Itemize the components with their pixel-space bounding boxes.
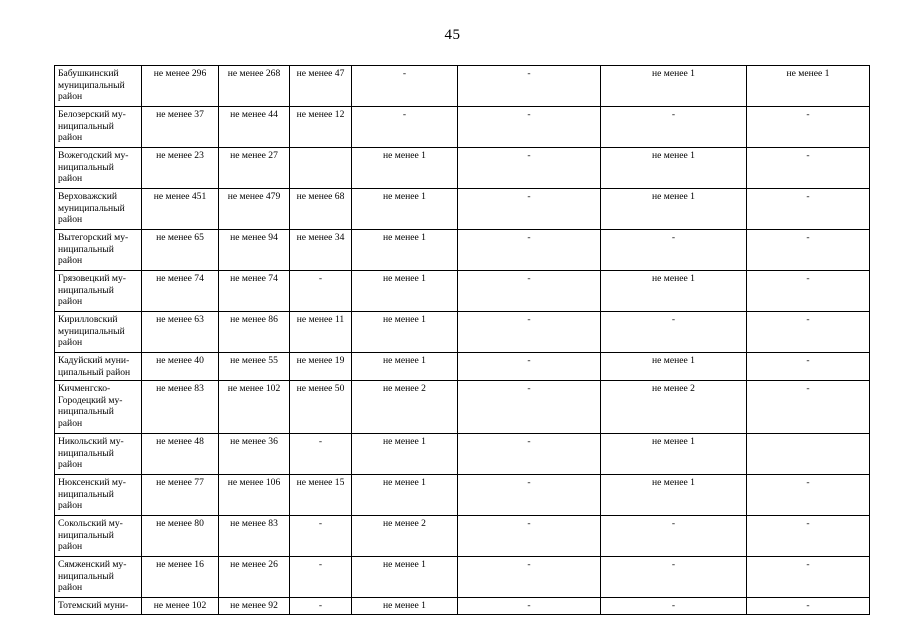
value-cell: не менее 1 [352, 434, 458, 475]
value-cell: не менее 268 [219, 66, 290, 107]
value-cell: не менее 15 [290, 475, 352, 516]
district-name-cell: Кадуйский муни-ципальный район [55, 353, 142, 381]
value-cell: не менее 16 [142, 557, 219, 598]
value-cell: - [747, 148, 870, 189]
value-cell: - [747, 381, 870, 434]
value-cell: не менее 27 [219, 148, 290, 189]
value-cell: не менее 106 [219, 475, 290, 516]
value-cell: не менее 55 [219, 353, 290, 381]
district-name-cell: Вытегорский му-ниципальный район [55, 230, 142, 271]
value-cell: не менее 47 [290, 66, 352, 107]
table-row [55, 434, 870, 475]
value-cell: - [290, 271, 352, 312]
value-cell: не менее 44 [219, 107, 290, 148]
value-cell: не менее 2 [352, 381, 458, 434]
value-cell: - [290, 598, 352, 615]
value-cell: не менее 1 [352, 353, 458, 381]
value-cell: - [458, 381, 601, 434]
table-row [55, 381, 870, 434]
district-table [54, 65, 870, 615]
value-cell: - [747, 353, 870, 381]
value-cell: - [601, 598, 747, 615]
page-number: 45 [444, 27, 461, 43]
value-cell: - [747, 230, 870, 271]
value-cell: не менее 86 [219, 312, 290, 353]
value-cell: не менее 1 [601, 189, 747, 230]
value-cell: не менее 74 [142, 271, 219, 312]
value-cell [290, 148, 352, 189]
value-cell: не менее 26 [219, 557, 290, 598]
district-name-cell: Нюксенский му-ниципальный район [55, 475, 142, 516]
value-cell: не менее 1 [601, 353, 747, 381]
table-row [55, 107, 870, 148]
value-cell: не менее 37 [142, 107, 219, 148]
value-cell: не менее 1 [601, 475, 747, 516]
value-cell: не менее 80 [142, 516, 219, 557]
value-cell: не менее 50 [290, 381, 352, 434]
value-cell: не менее 23 [142, 148, 219, 189]
value-cell: - [601, 312, 747, 353]
value-cell: не менее 1 [352, 475, 458, 516]
table-row [55, 189, 870, 230]
value-cell: - [747, 516, 870, 557]
value-cell: - [290, 516, 352, 557]
value-cell: - [747, 189, 870, 230]
table-row [55, 353, 870, 381]
value-cell: - [601, 557, 747, 598]
value-cell: - [458, 271, 601, 312]
value-cell: не менее 11 [290, 312, 352, 353]
table-row [55, 148, 870, 189]
value-cell: не менее 1 [352, 148, 458, 189]
district-name-cell: Бабушкинский муниципальный район [55, 66, 142, 107]
value-cell: не менее 74 [219, 271, 290, 312]
value-cell: - [458, 148, 601, 189]
value-cell: - [352, 66, 458, 107]
table-row [55, 230, 870, 271]
table-row [55, 271, 870, 312]
value-cell: - [458, 516, 601, 557]
value-cell: - [601, 230, 747, 271]
table-row [55, 475, 870, 516]
district-name-cell: Грязовецкий му-ниципальный район [55, 271, 142, 312]
value-cell: - [458, 598, 601, 615]
table-row [55, 66, 870, 107]
value-cell: не менее 40 [142, 353, 219, 381]
district-name-cell: Верховажский муниципальный район [55, 189, 142, 230]
value-cell [747, 434, 870, 475]
value-cell: не менее 36 [219, 434, 290, 475]
value-cell: - [458, 557, 601, 598]
value-cell: не менее 296 [142, 66, 219, 107]
value-cell: - [458, 230, 601, 271]
value-cell: не менее 77 [142, 475, 219, 516]
table-row [55, 598, 870, 615]
value-cell: не менее 1 [352, 189, 458, 230]
table-row [55, 516, 870, 557]
value-cell: - [601, 516, 747, 557]
district-name-cell: Тотемский муни- [55, 598, 142, 615]
district-name-cell: Никольский му-ниципальный район [55, 434, 142, 475]
value-cell: не менее 1 [601, 271, 747, 312]
value-cell: не менее 1 [352, 271, 458, 312]
value-cell: не менее 68 [290, 189, 352, 230]
value-cell: - [747, 557, 870, 598]
district-name-cell: Кичменгско-Городецкий му-ниципальный район [55, 381, 142, 434]
value-cell: не менее 1 [601, 66, 747, 107]
district-name-cell: Белозерский му-ниципальный район [55, 107, 142, 148]
value-cell: - [747, 598, 870, 615]
value-cell: - [458, 66, 601, 107]
value-cell: не менее 479 [219, 189, 290, 230]
value-cell: не менее 83 [219, 516, 290, 557]
value-cell: - [458, 475, 601, 516]
value-cell: - [747, 271, 870, 312]
value-cell: - [352, 107, 458, 148]
table-row [55, 312, 870, 353]
value-cell: не менее 2 [601, 381, 747, 434]
value-cell: не менее 1 [352, 598, 458, 615]
value-cell: не менее 19 [290, 353, 352, 381]
value-cell: не менее 63 [142, 312, 219, 353]
table-row [55, 557, 870, 598]
value-cell: - [458, 107, 601, 148]
value-cell: - [747, 475, 870, 516]
value-cell: не менее 34 [290, 230, 352, 271]
value-cell: не менее 94 [219, 230, 290, 271]
value-cell: не менее 1 [352, 557, 458, 598]
value-cell: не менее 48 [142, 434, 219, 475]
district-name-cell: Вожегодский му-ниципальный район [55, 148, 142, 189]
value-cell: не менее 2 [352, 516, 458, 557]
value-cell: не менее 12 [290, 107, 352, 148]
district-name-cell: Сямженский му-ниципальный район [55, 557, 142, 598]
value-cell: - [747, 107, 870, 148]
value-cell: - [458, 189, 601, 230]
value-cell: - [290, 557, 352, 598]
value-cell: - [601, 107, 747, 148]
value-cell: - [290, 434, 352, 475]
value-cell: не менее 1 [601, 434, 747, 475]
value-cell: не менее 102 [142, 598, 219, 615]
value-cell: не менее 1 [747, 66, 870, 107]
value-cell: - [458, 312, 601, 353]
district-name-cell: Кирилловский муниципальный район [55, 312, 142, 353]
value-cell: не менее 451 [142, 189, 219, 230]
value-cell: не менее 1 [601, 148, 747, 189]
value-cell: не менее 102 [219, 381, 290, 434]
value-cell: не менее 65 [142, 230, 219, 271]
value-cell: - [747, 312, 870, 353]
value-cell: - [458, 434, 601, 475]
district-name-cell: Сокольский му-ниципальный район [55, 516, 142, 557]
value-cell: не менее 1 [352, 312, 458, 353]
value-cell: не менее 92 [219, 598, 290, 615]
value-cell: не менее 83 [142, 381, 219, 434]
value-cell: - [458, 353, 601, 381]
value-cell: не менее 1 [352, 230, 458, 271]
